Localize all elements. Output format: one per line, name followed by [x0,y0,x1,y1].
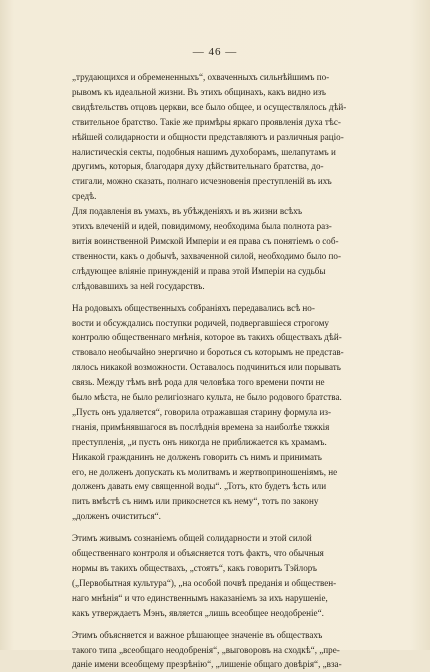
text-line: лялось никакой возможности. Оставалось подчиниться или порывать [72,362,341,373]
text-line: ствовало необычайно энергично и бороться съ которымъ не представ- [72,347,344,358]
paragraph-3 [55,301,395,525]
text-line: рывомъ къ идеальной жизни. Въ этихъ общинахъ, какъ видно изъ [72,86,326,97]
text-line: ствительное братство. Такіе же примѣры яркаго проявленія духа тѣс- [72,116,341,127]
text-line: Этимъ объясняется и важное рѣшающее значеніе въ обществахъ [72,629,323,640]
text-line: другимъ, которыя, благодаря духу дѣйствительнаго братства, до- [72,161,324,172]
text-line: Никакой гражданинъ не долженъ говорить съ нимъ и принимать [72,451,322,462]
text-line: общественнаго контроля и объясняется тотъ фактъ, что обычныя [72,548,324,559]
paragraph-4 [55,531,395,620]
text-line: („Первобытная культура“), „на особой почвѣ преданія и обществен- [72,577,337,588]
text-line: связь. Между тѣмъ внѣ рода для человѣка того времени почти не [72,377,325,388]
text-line: „долженъ очиститься“. [72,511,161,522]
text-line: Этимъ живымъ сознаніемъ общей солидарности и этой силой [72,533,312,544]
text-line: слѣдующее вліяніе принужденій и права этой Имперіи на судьбы [72,265,326,276]
text-line: нормы въ такихъ обществахъ, „стоятъ“, какъ говоритъ Тэйлоръ [72,563,317,573]
text-line: нѣйшей солидарности и общности представляютъ и различныя раціо- [72,131,344,142]
text-line: долженъ давать ему священной воды“. „Тотъ, кто будетъ ѣсть или [72,481,327,492]
text-line: даніе имени всеобщему презрѣнію“, „лишеніе общаго довѣрія“, „вза- [72,659,342,670]
text-line: его, не долженъ допускать къ молитвамъ и жертвоприношеніямъ, не [72,466,338,477]
text-line: преступленія, „и пусть онъ никогда не приближается къ храмамъ. [72,436,327,447]
text-line: контролю общественнаго мнѣнія, которое въ такихъ обществахъ дѣй- [72,332,342,343]
text-line: стигали, можно сказать, полнаго исчезновенія преступленій въ ихъ [72,176,332,187]
text-line: такого типа „всеобщаго неодобренія“, „выговоровъ на сходкѣ“, „пре- [72,644,340,655]
text-line: Для подавленія въ умахъ, въ убѣжденіяхъ и въ жизни всѣхъ [72,206,303,217]
text-line: пить вмѣстѣ съ нимъ или прикоснется къ нему“, тотъ по закону [72,496,319,507]
text-line: было мѣста, не было религіознаго культа, не было родового братства. [72,392,342,403]
paragraph-5 [55,628,395,672]
text-line: ственности, какъ о добычѣ, захваченной силой, необходимо было по- [72,250,341,261]
paragraph-2 [55,204,395,293]
text-line: гнанія, примѣнявшагося въ послѣднія времена за наиболѣе тяжкія [72,421,330,432]
body-text [55,70,395,672]
text-line: слѣдовавшихъ за ней государствъ. [72,280,205,291]
text-line: На родовыхъ общественныхъ собраніяхъ передавались всѣ но- [72,302,315,313]
page-number: — 46 — [192,46,238,58]
paragraph-1 [55,70,395,204]
text-line: средѣ. [72,191,97,202]
text-line: вости и обсуждались поступки родичей, подвергавшіеся строгому [72,317,329,328]
text-line: „трудающихся и обремененныхъ“, охваченныхъ сильнѣйшимъ по- [72,72,330,82]
text-line: витія воинственной Римской Имперіи и ея права съ понятіемъ о соб- [72,235,339,246]
text-line: „Пусть онъ удаляется“, говорила отражавшая старину формула из- [72,406,331,417]
text-line: этихъ влеченій и идей, повидимому, необходима была полнота раз- [72,221,332,232]
text-line: налистическія секты, подобныя нашимъ духоборамъ, шелапутамъ и [72,146,336,157]
text-line: наго мнѣнія“ и что единственнымъ наказаніемъ за ихъ нарушеніе, [72,592,328,603]
text-line: какъ утверждаетъ Мэнъ, является „лишь всеобщее неодобреніе“. [72,607,324,618]
text-line: свидѣтельствъ отцовъ церкви, все было общее, и осуществлялось дѣй- [72,101,347,112]
